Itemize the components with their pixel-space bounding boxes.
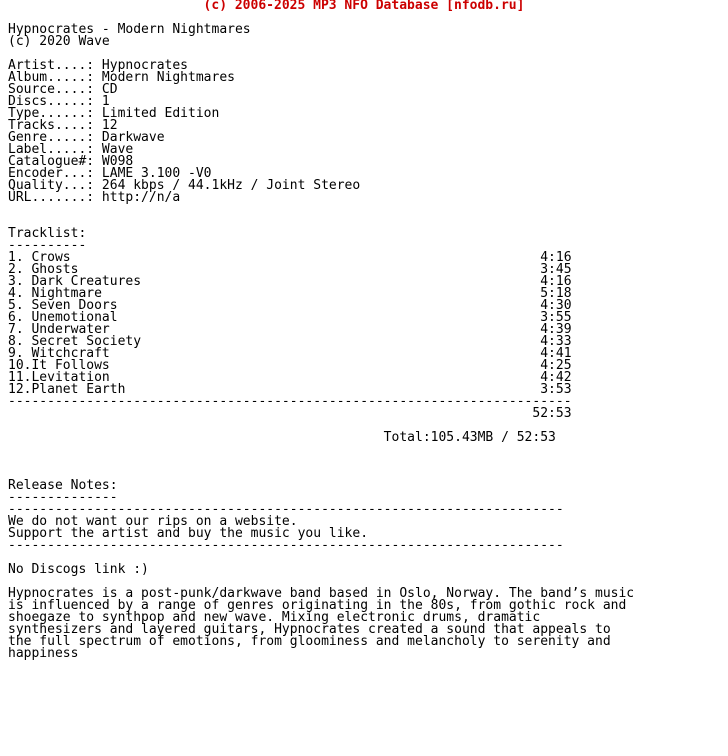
site-header-title: (c) 2006-2025 MP3 NFO Database [nfodb.ru] xyxy=(203,0,525,13)
nfo-text: Hypnocrates - Modern Nightmares (c) 2020 Wave Artist....: Hypnocrates Album.....: Modern Nightmares Source....: CD Discs.....: 1 Type......: Limited Edition Tracks....: 12 Genre.....: Darkwave Label.....: Wave Catalogue#: W098 Encoder...: LAME 3.100 -V0 Quality...: 264 kbps / 44.1kHz / Joint Stereo URL.......: http://n/a Tracklist: ---------- 1. Crows 4:16 2. Ghosts 3:45 3. Dark Creatures 4:16 4. Nightmare 5:18 5. Seven Doors 4:30 6. Unemotional 3:55 7. Underwater 4:39 8. Secret Society 4:33 9. Witchcraft 4:41 10.It Follows 4:25 11.Levitation 4:42 12.Planet Earth 3:53 ------------------------------------------------------------------------ 52:53 Total:105.43MB / 52:53 Release Notes: -------------- ----------------------------------------------------------------------- We do not want our rips on a website. Support the artist and buy the music you like. ----------------------------------------------------------------------- No Discogs link :) Hypnocrates is a post-punk/darkwave band based in Oslo, Norway. The band’s music is influenced by a range of genres originating in the 80s, from gothic rock and shoegaze to synthpop and new wave. Mixing electronic drums, dramatic synthesizers and layered guitars, Hypnocrates created a sound that appeals to the full spectrum of emotions, from gloominess and melancholy to serenity and happiness xyxy=(8,22,635,661)
